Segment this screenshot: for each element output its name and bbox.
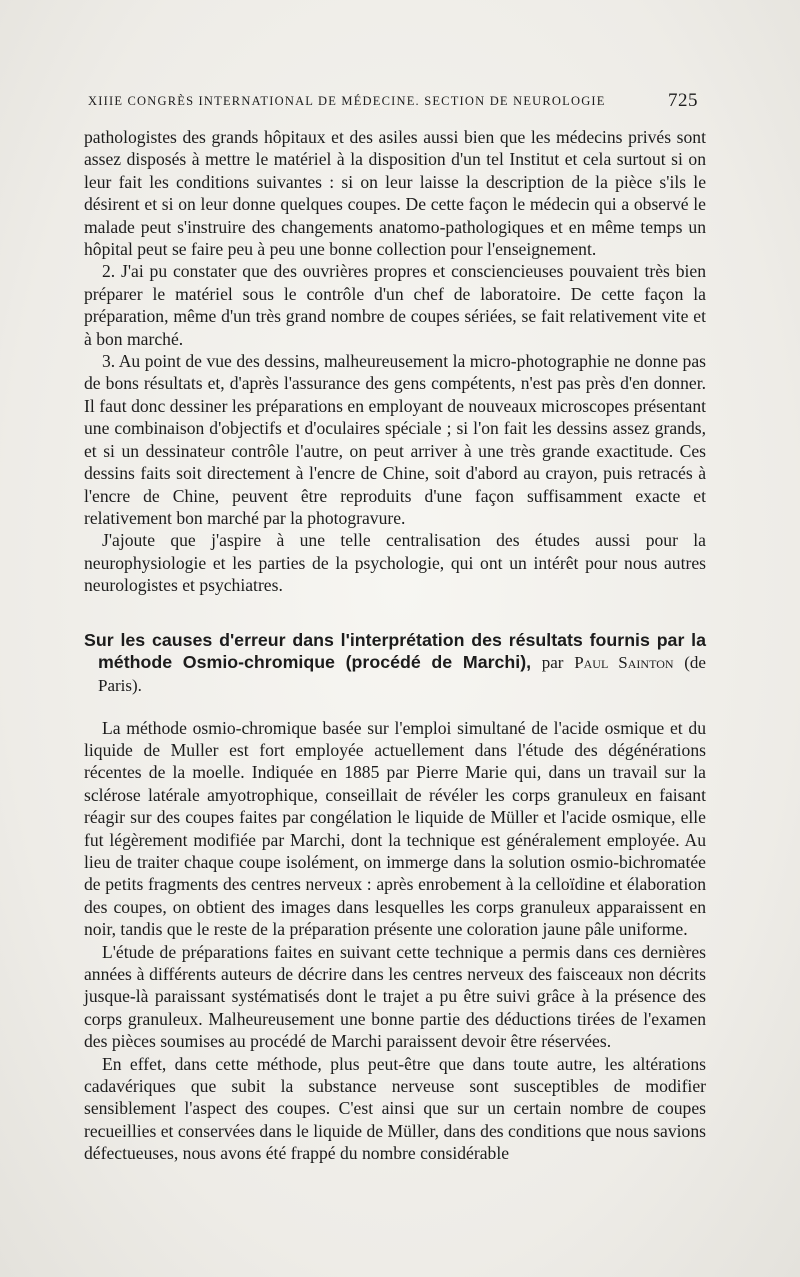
body-text — [84, 126, 706, 1165]
article-title: Sur les causes d'erreur dans l'interprétation des résultats fournis par la méthode Osmio-chromique (procédé de Marchi), — [84, 629, 706, 672]
paragraph-point-2: 2. J'ai pu constater que des ouvrières propres et consciencieuses pouvaient très bien préparer le matériel sous le contrôle d'un chef de laboratoire. De cette façon la préparation, même d'un très grand nombre de coupes sériées, se fait relativement vite et à bon marché. — [84, 261, 706, 349]
paragraph-conclusion: J'ajoute que j'aspire à une telle centralisation des études aussi pour la neurophysiologie et les parties de la psychologie, qui ont un intérêt pour nous autres neurologistes et psychiatres. — [84, 530, 706, 596]
article-author-place: (de Paris). — [98, 652, 706, 695]
article-by: par — [541, 652, 564, 672]
running-head — [88, 90, 698, 114]
article-paragraph-2: L'étude de préparations faites en suivant cette technique a permis dans ces dernières années à différents auteurs de décrire dans les centres nerveux des faisceaux non décrits jusque-là paraissant systématisés dont le trajet a pu être suivi grâce à la présence des corps granuleux. Malheureusement une bonne partie des déductions tirées de l'examen des pièces soumises au procédé de Marchi paraissent devoir être réservées. — [84, 941, 706, 1052]
running-head-title: XIIIE CONGRÈS INTERNATIONAL DE MÉDECINE. SECTION DE NEUROLOGIE — [88, 94, 606, 108]
article-heading — [84, 629, 706, 697]
article-paragraph-1: La méthode osmio-chromique basée sur l'emploi simultané de l'acide osmique et du liquide de Muller est fort employée actuellement dans l'étude des dégénérations récentes de la moelle. Indiquée en 1885 par Pierre Marie qui, dans un travail sur la sclérose latérale amyotrophique, conseillait de révéler les corps granuleux en faisant réagir sur des coupes faites par congélation le liquide de Müller et l'acide osmique, elle fut légèrement modifiée par Marchi, dont la technique est généralement employée. Au lieu de traiter chaque coupe isolément, on immerge dans la solution osmio-bichromatée de petits fragments des centres nerveux : après enrobement à la celloïdine et élaboration des coupes, on obtient des images dans lesquelles les corps granuleux apparaissent en noir, tandis que le reste de la préparation présente une coloration jaune pâle uniforme. — [84, 717, 706, 940]
article-paragraph-3: En effet, dans cette méthode, plus peut-être que dans toute autre, les altérations cadavériques que subit la substance nerveuse sont susceptibles de modifier sensiblement l'aspect des coupes. C'est ainsi que sur un certain nombre de coupes recueillies et conservées dans le liquide de Müller, dans des conditions que nous savions défectueuses, nous avons été frappé du nombre considérable — [84, 1053, 706, 1164]
paragraph-point-3: 3. Au point de vue des dessins, malheureusement la micro-photographie ne donne pas de bons résultats et, d'après l'assurance des gens compétents, n'est pas près d'en donner. Il faut donc dessiner les préparations en employant de nouveaux microscopes présentant une combinaison d'objectifs et d'oculaires spéciale ; si l'on fait les dessins assez grands, et si un dessinateur contrôle l'autre, on peut arriver à une très grande exactitude. Ces dessins faits soit directement à l'encre de Chine, soit d'abord au crayon, puis retracés à l'encre de Chine, peuvent être reproduits d'une façon suffisamment exacte et relativement bon marché par la photogravure. — [84, 351, 706, 528]
article-author: Paul Sainton — [574, 652, 674, 672]
page-number: 725 — [668, 90, 698, 111]
paragraph-continued: pathologistes des grands hôpitaux et des asiles aussi bien que les médecins privés sont assez disposés à mettre le matériel à la disposition d'un tel Institut et cela surtout si on leur fait les conditions suivantes : si on leur laisse la description de la pièce s'ils le désirent et si on leur donne quelques coupes. De cette façon le médecin qui a observé le malade peut s'instruire des changements anatomo-pathologiques et en même temps un hôpital peut se faire peu à peu une bonne collection pour l'enseignement. — [84, 127, 706, 260]
